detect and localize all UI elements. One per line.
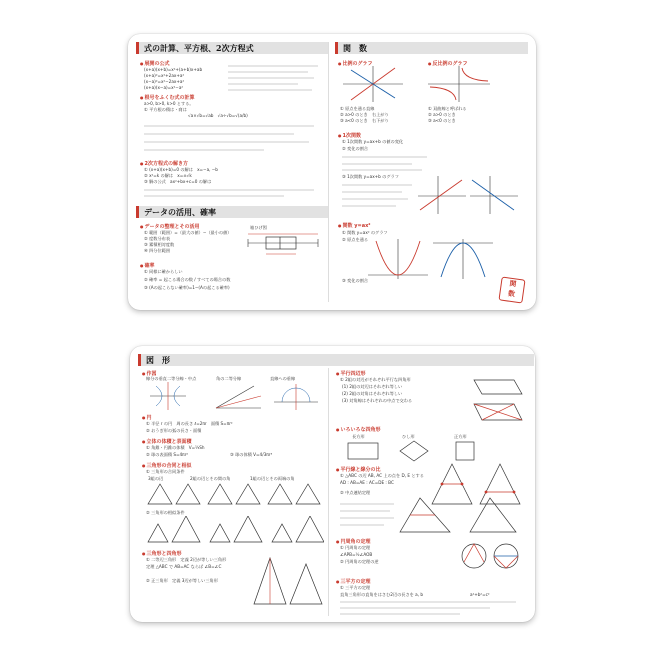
line: ③ 累積相対度数 — [144, 242, 175, 247]
line: ③ 変化の割合 — [342, 278, 369, 283]
line: ③ a<0 のとき — [428, 118, 456, 123]
line: (x+a)²=x²+2ax+a² — [144, 73, 185, 78]
section-expansion: ● 展開の公式 — [140, 60, 170, 67]
section-probability: ● 確率 — [140, 262, 155, 269]
line: ③ 解の公式 ax²+bx+c=0 の解は — [144, 179, 212, 184]
line: ② 変化の割合 — [342, 146, 369, 151]
line: 直線への垂線 — [270, 376, 296, 381]
box-plot-label: 箱ひげ図 — [250, 225, 267, 230]
line: 定理 △ABC で AB=AC ならば ∠B=∠C — [146, 564, 222, 569]
midpoint-figures — [340, 496, 520, 534]
line: ① 範囲（範囲）=（最大の値）−（最小の値） — [144, 230, 232, 235]
line: ① 双曲線と呼ばれる — [428, 106, 467, 111]
section-roots: ● 根号をふくむ式の計算 — [140, 94, 195, 101]
section-data: ● データの整理とその活用 — [140, 223, 200, 230]
section-congruence: ● 三角形の合同と相似 — [142, 462, 192, 469]
section-circle: ● 円 — [142, 414, 152, 421]
line: ③ a<0 のとき 右下がり — [340, 118, 389, 123]
line: 2組の辺とその間の角 — [190, 476, 231, 481]
section-parallelogram: ● 平行四辺形 — [336, 370, 366, 377]
left-header: 式の計算、平方根、2次方程式 — [136, 42, 328, 54]
line: (2) 2組の対角はそれぞれ等しい — [342, 391, 403, 396]
line: 正方形 — [454, 434, 467, 439]
line: ② 正三角形 定義 3辺が等しい三角形 — [146, 578, 218, 583]
line: AD : AB=AE : AC=DE : BC — [340, 480, 394, 485]
line: ② a>0 のとき 右上がり — [340, 112, 389, 117]
parallelogram-figures — [470, 374, 526, 424]
proportion-graph — [343, 66, 403, 102]
line: (x+a)(x+b)=x²+(a+b)x+ab — [144, 67, 203, 72]
line: 角の二等分線 — [216, 376, 242, 381]
line: ③ (Aの起こらない確率)=1−(Aの起こる確率) — [144, 285, 230, 290]
line: (3) 対角線はそれぞれの中点で交わる — [342, 398, 413, 403]
line: 1組の辺とその両端の角 — [250, 476, 295, 481]
line: ① △ABC の辺 AB, AC 上の点を D, E とする — [340, 473, 424, 478]
line: 線分の垂直二等分線・中点 — [146, 376, 197, 381]
line: ∠APB=½∠AOB — [340, 552, 373, 557]
line: ② 確率 = 起こる場合の数 / すべての場合の数 — [144, 277, 231, 282]
data-header: データの活用、確率 — [136, 206, 328, 218]
line: ② 度数分布表 — [144, 236, 171, 241]
line: ① 同様に確からしい — [144, 269, 183, 274]
linear-graphs — [418, 174, 518, 214]
line: ③ 1次関数 y=ax+b のグラフ — [342, 174, 399, 179]
line: ② x²=k の解は x=±√k — [144, 173, 192, 178]
line: 3組の辺 — [148, 476, 164, 481]
line: ① 原点を通る直線 — [340, 106, 375, 111]
quadratic-notes — [144, 185, 319, 199]
line: ② 円周角の定理の逆 — [340, 559, 379, 564]
line: ひし形 — [402, 434, 415, 439]
line: ① 半径 r の円 周の長さ ℓ=2πr 面積 S=πr² — [146, 421, 233, 426]
pythagoras-notes — [340, 598, 520, 616]
column-divider — [328, 42, 329, 302]
line: a>0, b>0, k>0 とする。 — [144, 101, 194, 106]
parabola-up-graph — [368, 239, 428, 279]
line: ① 三角形の合同条件 — [146, 469, 185, 474]
parabola-down-graph — [433, 239, 493, 279]
line: ② おうぎ形の弧の長さ・面積 — [146, 428, 202, 433]
line: ① 円周角の定理 — [340, 545, 371, 550]
section-triangles-quads: ● 三角形と四角形 — [142, 550, 182, 557]
line: √a×√b=√ab √a÷√b=√(a/b) — [188, 113, 248, 118]
line: ② 原点を通る — [342, 237, 369, 242]
line: ① 三平方の定理 — [340, 585, 371, 590]
isosceles-figures — [250, 554, 324, 606]
line: ④ 四分位範囲 — [144, 248, 171, 253]
similarity-triangles — [146, 516, 324, 544]
bottom-reference-sheet — [130, 346, 535, 622]
inscribed-angle-figures — [460, 534, 524, 578]
section-quadrilaterals: ● いろいろな四角形 — [336, 426, 381, 433]
line: ① (x+a)(x+b)=0 の解は x=−a, −b — [144, 167, 218, 172]
line: a²+b²=c² — [470, 592, 490, 597]
line: ② 中点連結定理 — [340, 490, 371, 495]
line: ③ 球の体積 V=4/3πr³ — [230, 452, 273, 457]
section-inverse: ● 反比例のグラフ — [428, 60, 468, 67]
section-parallel-lines: ● 平行線と線分の比 — [336, 466, 381, 473]
line: ① 角錐・円錐の体積 V=⅓Sh — [146, 445, 205, 450]
box-plot-figure — [244, 231, 322, 257]
line: ② 球の表面積 S=4πr² — [146, 452, 189, 457]
section-inscribed-angle: ● 円周角の定理 — [336, 538, 371, 545]
subject-stamp: 関 数 — [498, 276, 525, 303]
right-header: 関 数 — [335, 42, 528, 54]
section-proportion: ● 比例のグラフ — [338, 60, 373, 67]
line: 直角三角形の直角をはさむ2辺の長さを a, b — [340, 592, 424, 597]
line: ① 関数 y=ax² のグラフ — [342, 230, 388, 235]
factorization-notes — [228, 60, 323, 96]
top-reference-sheet — [128, 34, 536, 310]
line: ① 1次関数 y=ax+b の値の変化 — [342, 139, 404, 144]
section-quadratic: ● 2次方程式の解き方 — [140, 160, 188, 167]
line: ① 2組の対辺がそれぞれ平行な四角形 — [340, 377, 411, 382]
line: ② a>0 のとき — [428, 112, 456, 117]
line: (1) 2組の対辺はそれぞれ等しい — [342, 384, 403, 389]
quadrilateral-figures — [344, 440, 520, 462]
line: (x−a)²=x²−2ax+a² — [144, 79, 185, 84]
geometry-header: 図 形 — [138, 354, 534, 366]
root-formula-notes — [144, 120, 319, 156]
section-construction: ● 作図 — [142, 370, 157, 377]
section-square-function: ● 関数 y=ax² — [338, 222, 370, 229]
section-pythagoras: ● 三平方の定理 — [336, 578, 371, 585]
section-linear: ● 1次関数 — [338, 132, 361, 139]
construction-figures — [146, 382, 324, 410]
line: ① 平方根の積は・商は — [144, 107, 187, 112]
line: ① 二等辺三角形 定義 2辺が等しい三角形 — [146, 557, 227, 562]
line: 長方形 — [352, 434, 365, 439]
linear-notes — [342, 152, 432, 172]
line: (x+a)(x−a)=x²−a² — [144, 85, 184, 90]
congruence-triangles — [146, 482, 324, 506]
section-solids: ● 立体の体積と表面積 — [142, 438, 192, 445]
inverse-graph — [428, 66, 490, 102]
line: ② 三角形の相似条件 — [146, 510, 185, 515]
linear-graph-notes — [342, 180, 416, 216]
column-divider — [328, 368, 329, 616]
